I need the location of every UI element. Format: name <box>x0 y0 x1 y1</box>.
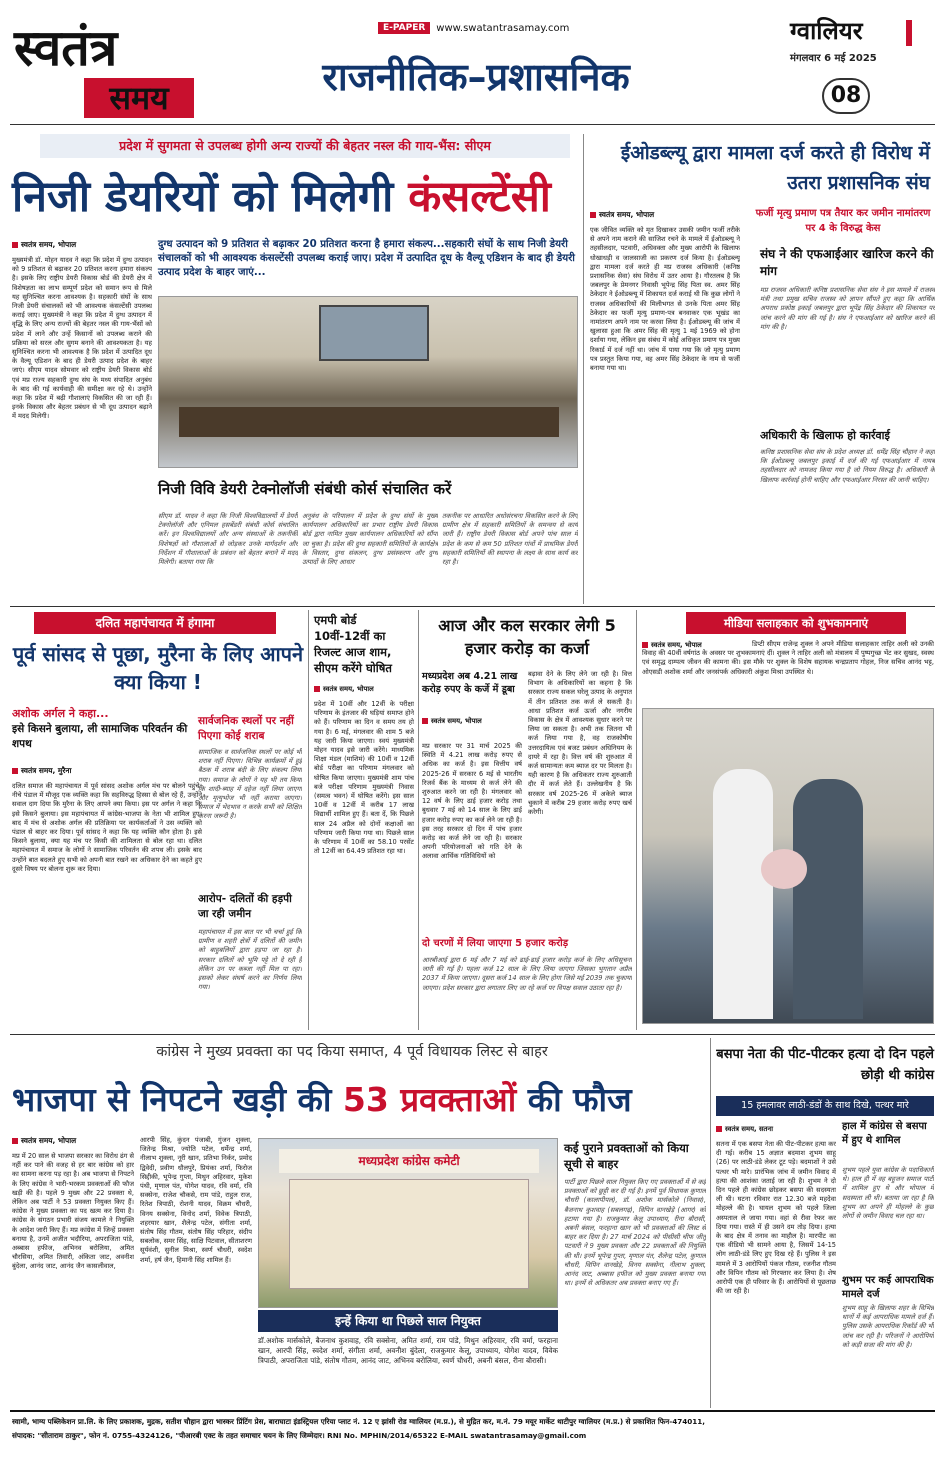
story1-body: मुख्यमंत्री डॉ. मोहन यादव ने कहा कि प्रदेश में दुग्ध उत्पादन को 9 प्रतिशत से बढ़ाकर 20 प्रतिशत करना हमारा संकल्प है। इसके लिए राष्ट्रीय डेयरी विकास बोर्ड की डेयरी क्षेत्र में विशेषज्ञता का लाभ सम्पूर्ण प्रदेश को समान रूप से मिले यह सुनिश्चित करना आवश्यक है। सहकारी संघों के साथ निजी डेयरी संचालकों को भी आवश्यक कंसल्टेंसी उपलब्ध कराई जाए। मुख्यमंत्री ने कहा कि प्रदेश में दुग्ध उत्पादन में वृद्धि के लिए अन्य राज्यों की बेहतर नस्ल की गाय-भैंसों को प्रदेश में लाने और उन्हें किसानों को उपलब्ध कराने की प्रक्रिया को सरल और सुगम बनाने की आवश्यकता है। यह सुनिश्चित करना भी आवश्यक है कि प्रदेश में उत्पादित दूध के वैल्यू एडिशन के बाद ही डेयरी उत्पाद प्रदेश के बाहर जाएं। सीएम यादव सोमवार को राष्ट्रीय डेयरी विकास बोर्ड एवं मप्र राज्य सहकारी दुग्ध संघ के मध्य संपादित अनुबंध के बाद की गई कार्यवाही की समीक्षा कर रहे थे। उन्होंने कहा कि प्रदेश में बढ़ी गौशालाएं विकसित की जा रही हैं। इनके विकास और बेहतर प्रबंधन से भी दूध उत्पादन बढ़ाने में मदद मिलेगी। <box>12 256 152 421</box>
story7-photo-sign: मध्यप्रदेश कांग्रेस कमेटी <box>279 1149 539 1173</box>
story5-kicker: मध्यप्रदेश अब 4.21 लाख करोड़ रुपए के कर्जे में डूबा <box>422 671 518 695</box>
bouquet-shape <box>761 849 807 889</box>
story8-headline: बसपा नेता की पीट-पीटकर हत्या दो दिन पहले छोड़ी थी कांग्रेस <box>716 1047 934 1083</box>
story7-photo <box>258 1138 558 1308</box>
story1-dateline: स्वतंत्र समय, भोपाल <box>12 240 172 250</box>
story1-sub-col1: सीएम डॉ. यादव ने कहा कि निजी विश्वविद्यालयों में डेयरी टेक्नोलॉजी और एनिमल हसबेंडरी संबंधी कोर्स संचालित करें। इन विश्वविद्यालयों और अन्य संस्थाओं के तकनीकी विशेषज्ञों को गौशालाओं से जोड़कर उनके मार्गदर्शन और निर्देशन में गौशालाओं के प्रबंधन को बेहतर बनाने में मदद मिलेगी। बताया गया कि <box>158 512 298 567</box>
column-divider-mid3 <box>636 610 637 1030</box>
story3-dateline: स्वतंत्र समय, मुरैना <box>12 766 172 776</box>
story8-side-headline2: शुभम पर कई आपराधिक मामले दर्ज <box>842 1275 934 1300</box>
epaper-label: E-PAPER <box>378 22 430 34</box>
story5-sub-body: आरबीआई द्वारा 6 मई और 7 मई को ढाई-ढाई हजार करोड़ कर्ज के लिए अधिसूचना जारी की गई है। पहला कर्ज 12 साल के लिए लिया जाएगा जिसका भुगतान अप्रैल 2037 में किया जाएगा। दूसरा कर्ज 14 साल के लिए होगा जिसे मई 2039 तक चुकाया जाएगा। प्रदेश सरकार द्वारा लगातार लिए जा रहे कर्ज पर विपक्ष सवाल उठाता रहा है। <box>422 956 632 992</box>
issue-date: मंगलवार 6 मई 2025 <box>790 53 877 64</box>
section-divider-bottom <box>10 1034 935 1035</box>
story7-headline-part1: भाजपा से निपटने खड़ी की <box>12 1080 343 1119</box>
section-divider-mid <box>10 606 935 607</box>
story7-dateline: स्वतंत्र समय, भोपाल <box>12 1136 132 1146</box>
page-number: 08 <box>822 78 870 114</box>
story3-kicker: अशोक अर्गल ने कहा... <box>12 707 109 720</box>
story7-headline-part2: 53 प्रवक्ताओं <box>342 1080 517 1119</box>
city-bar <box>906 20 912 46</box>
story6-photo <box>642 708 934 1024</box>
story7-side-body: पार्टी द्वारा पिछले साल नियुक्त किए गए प्रवक्ताओं में से कई प्रवक्ताओं को छुट्टी कर दी गई है। इनमें पूर्व विधायक कुणाल चौधरी (कालापीपल), डॉ. अशोक मार्सकोले (निवास), बैजनाथ कुशवाह (सबलगढ़), विपिन वानखेड़े (आगर) को हटाया गया है। राजकुमार केलू उपाध्याय, रीना बौरासी, अबनी बंसल, फरहाना खान को भी प्रवक्ताओं की लिस्ट से बाहर कर दिया है। 27 मार्च 2024 को पीसीसी चीफ जीतू पटवारी ने 9 मुख्य प्रवक्ता और 22 प्रवक्ताओं की नियुक्ति की थी। इनमें भूपेन्द्र गुप्ता, मृणाल पंत, शैलेन्द्र पटेल, कुणाल चौधरी, विपिन वानखेड़े, विनय सक्सेना, नीलाभ शुक्ला, आनंद जाट, अब्बास हफीज को मुख्य प्रवक्ता बनाया गया था। इनमें से अधिकतर अब प्रवक्ता बनाए गए हैं। <box>564 1178 706 1288</box>
column-divider-mid2 <box>418 610 419 1030</box>
story8-deck: 15 हमलावर लाठी-डंडों के साथ दिखे, पत्थर मारे <box>716 1096 934 1116</box>
story1-sub-col2: अनुबंध के परिपालन में प्रदेश के दुग्ध संघों के मुख्य कार्यपालन अधिकारियों का प्रभार राष्ट्रीय डेयरी विकास बोर्ड द्वारा नामित मुख्य कार्यपालन अधिकारियों को सौंपा जा चुका है। प्रदेश की दुग्ध सहकारी समितियों के कार्यक्षेत्र के विस्तार, दुग्ध संकलन, दुग्ध प्रसंस्करण और दुग्ध उत्पादों के लिए आधार <box>302 512 438 567</box>
story7-photo-caption-body: डॉ.अशोक मार्सकोले, बैजनाथ कुशवाह, रवि सक्सेना, अमित शर्मा, राम पांडे, मिथुन अहिरवार, रवि वर्मा, फरहाना खान, आरपी सिंह, स्वदेश शर्मा, संगीता शर्मा, अवनीश बुंदेला, राजकुमार केलू, उपाध्याय, योगेश यादव, विवेक त्रिपाठी, अपराजिता पांडे, संतोष गौतम, आनंद जाट, अभिनव बरोलिया, स्वर्ण चौधरी, अबनी बंसल, रीना बौरासी। <box>258 1336 558 1365</box>
website-link[interactable]: www.swatantrasamay.com <box>436 22 570 34</box>
story8-side-body2: शुभम साहू के खिलाफ शहर के विभिन्न थानों में कई आपराधिक मामले दर्ज हैं। पुलिस उसके आपराधिक रिकॉर्ड की भी जांच कर रही है। परिजनों ने आरोपियों को कड़ी सजा की मांग की है। <box>842 1304 934 1349</box>
story4-headline: एमपी बोर्ड 10वीं-12वीं का रिजल्ट आज शाम, सीएम करेंगे घोषित <box>314 613 392 675</box>
masthead-logo <box>14 16 194 122</box>
story7-body-col2: आरपी सिंह, कुंदन पंजाबी, गुंजन शुक्ला, जितेन्द्र मिश्रा, ज्योति पटेल, धर्मेन्द्र शर्मा, नीलाभ शुक्ला, नूरी खान, प्रतिभा निर्कर, प्रमोद द्विवेदी, प्रवीण धौलपुरे, प्रियंका शर्मा, फिरोज सिद्दीकी, भूपेन्द्र गुप्ता, मिथुन अहिरवार, मुकेश पंथी, मृणाल पंत, योगेश यादव, रवि वर्मा, रवि सक्सेना, राजेश चौकसे, राम पांडे, राहुल राज, रितेश त्रिपाठी, रोशनी यादव, विक्रम चौधरी, विनय सक्सेना, विनोद शर्मा, विवेक त्रिपाठी, शहरयार खान, शैलेन्द्र पटेल, संगीता शर्मा, संतोष सिंह गौतम, संतोष सिंह परिहार, संदीप सबलोक, समर सिंह, साक्षि पिटवाल, सीताशरण सूर्यवंशी, सुनील मिश्रा, स्वर्ण चौधरी, स्वदेश शर्मा, हर्ष जैन, हिमानी सिंह शामिल हैं। <box>140 1136 252 1264</box>
story8-side-headline: हाल में कांग्रेस से बसपा में हुए थे शामिल <box>842 1121 927 1146</box>
story1-headline-part1: निजी डेयरियों को मिलेगी <box>12 172 409 222</box>
story2-headline: ईओडब्ल्यू द्वारा मामला दर्ज करते ही विरोध में उतरा प्रशासनिक संघ <box>620 142 930 194</box>
masthead-divider <box>10 124 935 125</box>
story5-headline: आज और कल सरकार लेगी 5 हजार करोड़ का कर्जा <box>438 616 616 658</box>
story7-headline-part3: की फौज <box>516 1080 632 1119</box>
story2-dateline: स्वतंत्र समय, भोपाल <box>590 210 750 220</box>
story7-kicker: कांग्रेस ने मुख्य प्रवक्ता का पद किया समाप्त, 4 पूर्व विधायक लिस्ट से बाहर <box>156 1044 548 1060</box>
story2-sub-headline2: अधिकारी के खिलाफ हो कार्रवाई <box>760 429 890 442</box>
story7-photo-caption: इन्हें किया था पिछले साल नियुक्त <box>258 1310 558 1332</box>
story4-dateline: स्वतंत्र समय, भोपाल <box>314 684 414 693</box>
story1-kicker: प्रदेश में सुगमता से उपलब्ध होगी अन्य राज्यों की बेहतर नस्ल की गाय-भैंस: सीएम <box>40 134 570 158</box>
story8-side-body: शुभम पहले युवा कांग्रेस के पदाधिकारी थे। हाल ही में वह बहुजन समाज पार्टी में शामिल हुए थे और भोपाल में सदस्यता ली थी। बताया जा रहा है कि शुभम का अपने ही मोहल्ले के कुछ लोगों से जमीन विवाद चल रहा था। <box>842 1166 934 1221</box>
column-divider-top <box>583 134 584 604</box>
person-right-shape <box>793 779 863 1019</box>
story5-dateline: स्वतंत्र समय, भोपाल <box>422 716 522 725</box>
story2-deck: फर्जी मृत्यु प्रमाण पत्र तैयार कर जमीन नामांतरण पर 4 के विरुद्ध केस <box>755 208 931 234</box>
column-divider-bottom <box>710 1038 711 1408</box>
story2-body: एक जीवित व्यक्ति को मृत दिखाकर उसकी जमीन फर्जी तरीके से अपने नाम कराने की साजिश रचने के मामले में ईओडब्ल्यू ने तहसीलदार, पटवारी, अधिवक्ता और मुख्य आरोपी के खिलाफ धोखाधड़ी व जालसाजी का प्रकरण दर्ज किया है। ईओडब्ल्यू द्वारा मामला दर्ज करते ही मप्र राजस्व अधिकारी (कनिष्ठ प्रशासनिक सेवा) संघ विरोध में उतर आया है। गौरतलब है कि जबलपुर के प्रेमनगर निवासी भूपेन्द्र सिंह पिता स्व. अमर सिंह ठेकेदार ने ईओडब्ल्यू में शिकायत दर्ज कराई थी कि कुछ लोगों ने राजस्व अधिकारियों की मिलीभगत से उनके पिता अमर सिंह ठेकेदार का फर्जी मृत्यु प्रमाण-पत्र बनवाकर एक भूखंड का नामांतरण अपने नाम पर करवा लिया है। ईओडब्ल्यू की जांच में खुलासा हुआ कि अमर सिंह की मृत्यु 1 मई 1969 को होना दर्शाया गया, लेकिन इस संबंध में कोई अधिकृत प्रमाण पत्र मुख्य रिकार्ड में दर्ज नहीं था। जांच में पाया गया कि जो मृत्यु प्रमाण पत्र प्रस्तुत किया गया, वह अमर सिंह ठेकेदार के नाम से फर्जी बनाया गया था। <box>590 226 740 373</box>
story2-sub-body: मप्र राजस्व अधिकारी कनिष्ठ प्रशासनिक सेवा संघ ने इस मामले में राजस्व मंत्री तथा प्रमुख सचिव राजस्व को ज्ञापन सौंपते हुए कहा कि आर्थिक अपराध प्रकोष्ठ इकाई जबलपुर द्वारा भूपेंद्र सिंह ठेकेदार की शिकायत पर जांच करने की मांग की गई है। संघ ने एफआईआर को खारिज करने की मांग की है। <box>760 286 935 331</box>
story2-sub-headline: संघ ने की एफआईआर खारिज करने की मांग <box>760 247 934 278</box>
person-left-shape <box>713 769 773 1019</box>
story2-sub-body2: कनिष्ठ प्रशासनिक सेवा संघ के प्रदेश अध्यक्ष डॉ. धर्मेंद्र सिंह चौहान ने कहा कि ईओडब्ल्यू जबलपुर इकाई में दर्ज की गई एफआईआर में नायब तहसीलदार को नामजद किया गया है जो नियम विरुद्ध है। अधिकारी के खिलाफ कार्रवाई होनी चाहिए और एफआईआर निरस्त की जानी चाहिए। <box>760 448 935 484</box>
story3-sidebar2-title: आरोप- दलितों की हड़पी जा रही जमीन <box>198 893 292 920</box>
screen-shape <box>319 305 429 361</box>
story5-body-col1: मप्र सरकार पर 31 मार्च 2025 की स्थिति में 4.21 लाख करोड़ रुपए से अधिक का कर्ज है। इस वित्तीय वर्ष 2025-26 में सरकार 6 मई से भारतीय रिजर्व बैंक के माध्यम से कर्ज लेने की शुरुआत करने जा रही है। मंगलवार को 12 वर्ष के लिए ढाई हजार करोड़ तथा बुधवार 7 मई को 14 साल के लिए ढाई हजार करोड़ रुपए का कर्ज लेने जा रही है। इस तरह सरकार दो दिन में पांच हजार करोड़ का कर्ज लेने जा रही है। सरकार अपनी परियोजनाओं को गति देने के अलावा आर्थिक गतिविधियों को <box>422 742 522 861</box>
story3-headline: पूर्व सांसद से पूछा, मुरैना के लिए आपने क्या किया ! <box>12 642 304 694</box>
story3-sidebar1-title: सार्वजनिक स्थलों पर नहीं पिएगा कोई शराब <box>198 715 294 742</box>
story1-meeting-photo <box>158 296 578 468</box>
story5-body-col2: बढ़ावा देने के लिए लेने जा रही है। वित्त विभाग के अधिकारियों का कहना है कि सरकार राज्य सकल घरेलू उत्पाद के अनुपात में तीन प्रतिशत तक कर्ज ले सकती है। आधा प्रतिशत कर्ज ऊर्जा और नगरीय विकास के क्षेत्र में आवश्यक सुधार करने पर लिया जा सकता है। अभी तक जितना भी कर्ज लिया गया है, वह राजकोषीय उत्तरदायित्व एवं बजट प्रबंधन अधिनियम के दायरे में रहा है। वित्त वर्ष की शुरुआत में कर्ज सामान्यतः कम ब्याज दर पर मिलता है। यही कारण है कि अधिकतर राज्य शुरुआती दौर में कर्ज लेते हैं। उल्लेखनीय है कि सरकार वर्ष 2025-26 में अकेले ब्याज चुकाने में करीब 29 हजार करोड़ रुपए खर्च करेगी। <box>528 670 632 817</box>
story1-deck: दुग्ध उत्पादन को 9 प्रतिशत से बढ़ाकर 20 प्रतिशत करना है हमारा संकल्प...सहकारी संघों के साथ निजी डेयरी संचालकों को भी आवश्यक कंसल्टेंसी उपलब्ध कराई जाए। प्रदेश में उत्पादित दूध के वैल्यू एडिशन के बाद ही डेयरी उत्पाद प्रदेश के बाहर जाएं... <box>158 239 575 278</box>
story7-headline <box>12 1072 702 1128</box>
footer-divider <box>10 1410 935 1412</box>
story3-body: दलित समाज की महापंचायत में पूर्व सांसद अशोक अर्गल मंच पर बोलने पहुंचे। नीचे पंडाल में मौजूद एक व्यक्ति कहा कि सहविरुद्ध हिस्सा से बोल रहे हैं, उन्होंने सवाल दाग दिया कि मुरैना के लिए आपने क्या किया। इस पर अर्गल ने कहा कि इसे किसने बुलाया। इस महापंचायत में कांग्रेस-भाजपा के नेता भी शामिल हुए। बाद में मंच से अशोक अर्गल की प्रतिक्रिया पर कार्यकर्ताओं ने उस व्यक्ति को पंडाल से बाहर कर दिया। पूर्व सांसद ने कहा कि यह व्यक्ति कौन होता है। इसे किसने बुलाया, क्या यह मंच पर किसी की शामिलता से बोल रहा था। दलित महापंचायत में समाज के लोगों ने सामाजिक परिवर्तन की शपथ ली। इसके बाद उन्होंने बात बदलते हुए सभी को अपनी बात रखने का अधिकार देने का कहते हुए दूसरे विषय पर बोलना शुरू कर दिया। <box>12 782 202 873</box>
building-shape <box>289 1179 529 1289</box>
section-title: राजनीतिक–प्रशासनिक <box>322 55 630 99</box>
story4-body: प्रदेश में 10वीं और 12वीं के परीक्षा परिणाम के इंतजार की घड़ियां समाप्त होने को हैं। परिणाम का दिन व समय तय हो गया है। 6 मई, मंगलवार की शाम 5 बजे यह जारी किया जाएगा। स्वयं मुख्यमंत्री मोहन यादव इसे जारी करेंगे। माध्यमिक शिक्षा मंडल (माशिमं) की 10वीं व 12वीं बोर्ड परीक्षा का परिणाम मंगलवार को घोषित किया जाएगा। मुख्यमंत्री शाम पांच बजे परीक्षा परिणाम मुख्यमंत्री निवास (समत्व भवन) में घोषित करेंगे। इस साल 10वीं व 12वीं में करीब 17 लाख विद्यार्थी शामिल हुए हैं। बता दें, कि पिछले साल 24 अप्रैल को दोनों कक्षाओं का परिणाम जारी किया गया था। पिछले साल के परिणाम में 10वीं का 58.10 परसेंट तो 12वीं का 64.49 प्रतिशत रहा था। <box>314 700 414 856</box>
story3-subhead: इसे किसने बुलाया, ली सामाजिक परिवर्तन की शपथ <box>12 723 188 750</box>
footer-line2: संपादक: "सीताराम ठाकुर", फोन नं. 0755-4324126, "पीआरबी एक्ट के तहत समाचार चयन के लिए जिम्मेदार। RNI No. MPHIN/2014/65322 E-MAIL swatantrasamay@gmail.com <box>12 1431 587 1440</box>
story6-dateline: स्वतंत्र समय, भोपाल <box>642 640 752 649</box>
story3-banner: दलित महापंचायत में हंगामा <box>34 612 276 634</box>
story3-sidebar1-body: सामाजिक व सार्वजनिक स्थलों पर कोई भी शराब नहीं पिएगा। विभिन्न कार्यक्रमों में हुई बैठक में शराब बंदी के लिए संकल्प लिया गया। समाज के लोगों ने यह भी तय किया कि शादी-ब्याह में दहेज नहीं लिया जाएगा और मृत्युभोज भी नहीं कराया जाएगा। समाज में भेदभाव न करके सभी को शिक्षित करना जरूरी है। <box>198 748 302 821</box>
footer-line1: स्वामी, भाग्य पब्लिकेशन प्रा.लि. के लिए प्रकाशक, मुद्रक, सतीश चौहान द्वारा भास्कर प्रिंटिंग प्रेस, बाराघाटा इंडस्ट्रियल एरिया प्लाट नं. 12 ए झांसी रोड ग्वालियर (म.प्र.), से मुद्रित कर, म.नं. 79 मयूर मार्केट थाटीपुर ग्वालियर (म.प्र.) से प्रकाशित फिन-474011, <box>12 1417 705 1426</box>
story7-side-headline: कई पुराने प्रवक्ताओं को किया सूची से बाहर <box>564 1141 689 1171</box>
story5-sub-headline: दो चरणों में लिया जाएगा 5 हजार करोड़ <box>422 938 569 949</box>
story8-body: सतना में एक बसपा नेता की पीट-पीटकर हत्या कर दी गई। करीब 15 अज्ञात बदमाश शुभम साहू (26) पर लाठी-डंडे लेकर टूट पड़े। बदमाशों ने उसे पत्थर भी मारे। प्रारंभिक जांच में जमीन विवाद में हत्या की आशंका जताई जा रही है। शुभम ने दो दिन पहले ही कांग्रेस छोड़कर बसपा की सदस्यता ली थी। घटना रविवार रात 12.30 बजे महदेवा मोहल्ले की है। घायल शुभम को पहले जिला अस्पताल ले जाया गया। वहां से रीवा रेफर कर दिया गया। रास्ते में ही उसने दम तोड़ दिया। हत्या के बाद क्षेत्र में तनाव का माहौल है। मारपीट का एक वीडियो भी सामने आया है, जिसमें 14-15 लोग लाठी-डंडे लिए हुए दिख रहे हैं। पुलिस ने इस मामले में 3 आरोपियों पंकज गौतम, रजनीश गौतम और विपिन गौतम को गिरफ्तार कर लिया है। शेष आरोपी एक ही परिवार के हैं। आरोपियों से पूछताछ की जा रही है। <box>716 1140 836 1296</box>
story1-sub-col3: तकनीक पर आधारित अधोसंरचना विकसित करने के लिए ग्रामीण क्षेत्र में सहकारी समितियों के समन्वय से कार्य जारी हैं। राष्ट्रीय डेयरी विकास बोर्ड अपने पांच साल में प्रदेश के कम से कम 50 प्रतिशत गांवों में प्राथमिक डेयरी सहकारी समितियों की स्थापना के लक्ष्य के साथ कार्य कर रहा है। <box>442 512 578 567</box>
story6-banner: मीडिया सलाहकार को शुभकामनाएं <box>686 612 906 634</box>
table-shape <box>179 407 559 437</box>
story1-headline <box>12 164 582 230</box>
epaper-strip <box>378 20 778 36</box>
story7-body: मप्र में 20 साल से भाजपा सरकार का विरोध ढंग से नहीं कर पाने की वजह से हर बार कांग्रेस को हार का सामना करना पड़ रहा है। अब भाजपा से निपटने के लिए कांग्रेस ने भारी-भरकम प्रवक्ताओं की फौज खड़ी की है। पहले 9 मुख्य और 22 प्रवक्ता थे, लेकिन अब पार्टी ने 53 प्रवक्ता नियुक्त किए हैं। कांग्रेस ने मुख्य प्रवक्ता का पद खत्म कर दिया है। कांग्रेस के संगठन प्रभारी संजय कामले ने नियुक्ति के आदेश जारी किए हैं। मप्र कांग्रेस में जिन्हें प्रवक्ता बनाया है, उनमें अजीत भदौरिया, अपराजिता पांडे, अब्बास हफीज, अभिनव बरोलिया, अमित चौरसिया, अमित तिवारी, अंकिता जाट, अवनीश बुंदेला, आनंद जाट, आनंद जैन कासलीवाल, <box>12 1152 134 1271</box>
column-divider-mid1 <box>308 610 309 1030</box>
logo-line1: स्वतंत्र <box>14 18 118 77</box>
story1-headline-part2: कंसल्टेंसी <box>408 172 551 222</box>
city-name: ग्वालियर <box>790 17 863 45</box>
story3-sidebar2-body: महापंचायत में इस बात पर भी चर्चा हुई कि ग्रामीण व शहरी क्षेत्रों में दलितों की जमीन को बाहुबलियों द्वारा हड़पा जा रहा है। सरकार दलितों को भूमि पट्टे तो दे रही है लेकिन उन पर कब्जा नहीं मिल पा रहा। इसको लेकर संघर्ष करने का निर्णय लिया गया। <box>198 928 302 992</box>
logo-line2: समय <box>84 78 194 118</box>
story6-body: डिप्टी सीएम राजेन्द्र शुक्ल ने अपने मीडिया सलाहकार ताहिर अली को उनकी विवाह की 40वीं वर्षगांठ के अवसर पर शुभकामनाएं दीं। शुक्ल ने ताहिर अली को मंत्रालय में पुष्पगुच्छ भेंट कर सुखद, स्वस्थ एवं समृद्ध दाम्पत्य जीवन की कामना की। इस मौके पर शुक्ल के विशेष सहायक चन्द्रप्रताप गोहल, निज सचिव आनंद भट्ट, ओएसडी अशोक शर्मा और जनसंपर्क अधिकारी अंकुश मिश्रा उपस्थित थे। <box>642 640 934 676</box>
story8-dateline: स्वतंत्र समय, सतना <box>716 1124 836 1133</box>
story1-subhead: निजी विवि डेयरी टेक्नोलॉजी संबंधी कोर्स संचालित करें <box>158 480 452 498</box>
